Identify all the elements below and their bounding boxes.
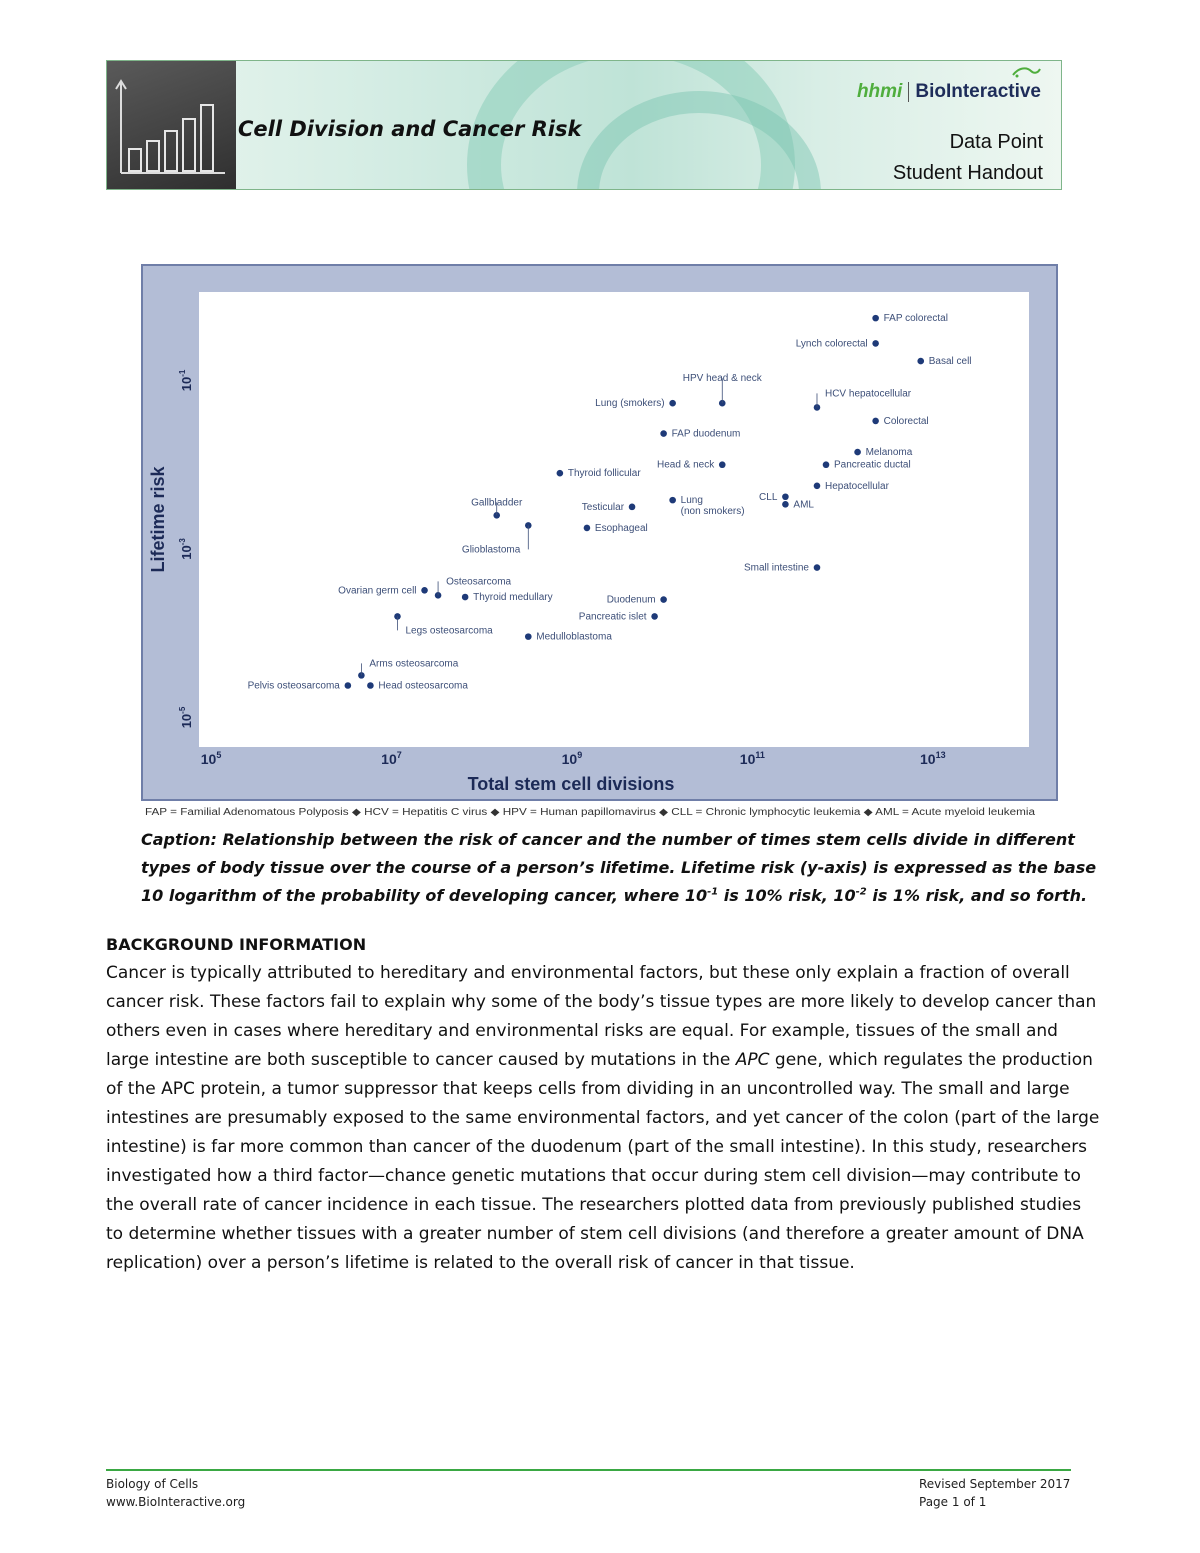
- y-tick-label: $10^{-3}$: [178, 538, 194, 560]
- x-tick-label: $10^9$: [561, 750, 583, 767]
- point-label: Basal cell: [928, 356, 972, 368]
- data-point: [872, 340, 879, 347]
- handout-type-line1: Data Point: [949, 131, 1043, 153]
- point-label: Pelvis osteosarcoma: [247, 680, 340, 692]
- logo-biointeractive-text: BioInteractive: [915, 81, 1041, 102]
- background-paragraph: [106, 959, 1101, 1278]
- plot-area: [199, 292, 1029, 747]
- page-title: Cell Division and Cancer Risk: [238, 117, 582, 141]
- data-point: [367, 682, 374, 689]
- data-point: [660, 430, 667, 437]
- caption-text: Caption: Relationship between the risk of cancer and the number of times stem cells divide in different types of body tissue over the course of a person’s lifetime. Lifetime risk (y-axis) is expressed as the base 10 logarithm of the probability of developing cancer, where 10: [141, 830, 1097, 905]
- handout-type: [893, 127, 1043, 189]
- point-label: Pancreatic islet: [578, 611, 647, 623]
- handout-type-line2: Student Handout: [892, 162, 1043, 184]
- point-label: Osteosarcoma: [446, 576, 512, 588]
- point-label: Hepatocellular: [824, 480, 889, 492]
- footer-website: www.BioInteractive.org: [106, 1495, 246, 1509]
- x-tick-label: $10^7$: [381, 750, 402, 767]
- point-label: Duodenum: [606, 594, 656, 606]
- gene-name: APC: [735, 1050, 770, 1070]
- chart-photo-image: [107, 61, 236, 189]
- point-label: Legs osteosarcoma: [405, 625, 493, 637]
- footer-revision: Revised September 2017: [919, 1477, 1071, 1491]
- caption-exponent: -1: [707, 886, 719, 898]
- footer-rule: [106, 1469, 1071, 1471]
- scatter-chart: [141, 264, 1058, 820]
- data-point: [629, 504, 636, 511]
- point-label: Glioblastoma: [461, 544, 521, 556]
- x-tick-label: $10^{11}$: [739, 750, 765, 767]
- lizard-logo-icon: [1011, 65, 1041, 79]
- data-point: [814, 482, 821, 489]
- header-banner: [106, 60, 1062, 190]
- data-point: [669, 497, 676, 504]
- figure-caption: [141, 826, 1101, 910]
- point-label: FAP duodenum: [671, 428, 741, 440]
- caption-exponent: -2: [855, 886, 867, 898]
- data-point: [719, 461, 726, 468]
- point-label: Lung (smokers): [595, 398, 665, 410]
- data-point: [782, 493, 789, 500]
- point-label: Colorectal: [883, 415, 929, 427]
- section-heading: BACKGROUND INFORMATION: [106, 935, 367, 954]
- data-point: [557, 470, 564, 477]
- data-point: [872, 418, 879, 425]
- point-label: FAP colorectal: [883, 313, 948, 325]
- footer-left: [106, 1475, 245, 1511]
- x-tick-label: $10^{13}$: [919, 750, 946, 767]
- data-point: [421, 587, 428, 594]
- x-axis-title: Total stem cell divisions: [467, 774, 675, 794]
- abbreviation-legend: FAP = Familial Adenomatous Polyposis ◆ HCV = Hepatitis C virus ◆ HPV = Human papillomavirus ◆ CLL = Chronic lymphocytic leukemia ◆ AML = Acute myeloid leukemia: [145, 807, 1036, 818]
- point-label: Pancreatic ductal: [834, 459, 911, 471]
- point-label: CLL: [759, 491, 778, 503]
- data-point: [854, 449, 861, 456]
- caption-text: is 1% risk, and so forth.: [866, 886, 1088, 905]
- data-point: [669, 400, 676, 407]
- logo-hhmi-text: hhmi: [856, 81, 903, 102]
- scatter-chart-figure: [141, 264, 1058, 820]
- point-label: Medulloblastoma: [536, 631, 612, 643]
- point-label: Thyroid medullary: [473, 592, 553, 604]
- data-point: [814, 564, 821, 571]
- paragraph-text: Cancer is typically attributed to hereditary and environmental factors, but these only explain a fraction of overall cancer risk. These factors fail to explain why some of the body’s tissue types are more likely to develop cancer than others even in cases where hereditary and environmental risks are equal. For example, tissues of the small and large intestine are both susceptible to cancer caused by mutations in the: [106, 963, 1097, 1070]
- logo-divider: [908, 82, 909, 102]
- data-point: [651, 613, 658, 620]
- point-label: Small intestine: [743, 562, 809, 574]
- point-label: Esophageal: [594, 522, 648, 534]
- y-tick-label: $10^{-1}$: [178, 369, 194, 392]
- point-label: AML: [793, 499, 814, 511]
- point-label: Lynch colorectal: [795, 338, 868, 350]
- point-label: Melanoma: [865, 447, 913, 459]
- y-axis-title: Lifetime risk: [148, 466, 168, 573]
- point-label: HCV hepatocellular: [824, 388, 912, 400]
- footer-right: [919, 1475, 1070, 1511]
- data-point: [584, 525, 591, 532]
- y-tick-label: $10^{-5}$: [178, 706, 194, 729]
- data-point: [345, 682, 352, 689]
- data-point: [462, 594, 469, 601]
- point-label: Lung (non smokers): [680, 495, 745, 518]
- point-label: Gallbladder: [471, 497, 523, 509]
- point-label: Ovarian germ cell: [338, 585, 417, 597]
- point-label: Arms osteosarcoma: [369, 658, 459, 670]
- point-label: Thyroid follicular: [567, 468, 641, 480]
- hhmi-biointeractive-logo: [857, 81, 1041, 103]
- point-label: HPV head & neck: [682, 373, 762, 385]
- data-point: [782, 501, 789, 508]
- point-label: Head & neck: [656, 459, 715, 471]
- footer-page-number: Page 1 of 1: [919, 1495, 987, 1509]
- paragraph-text: gene, which regulates the production of the APC protein, a tumor suppressor that keeps cells from dividing in an uncontrolled way. The small and large intestines are presumably exposed to the same environmental factors, and yet cancer of the colon (part of the large intestine) is far more common than cancer of the duodenum (part of the small intestine). In this study, researchers investigated how a third factor—chance genetic mutations that occur during stem cell division—may contribute to the overall rate of cancer incidence in each tissue. The researchers plotted data from previously published studies to determine whether tissues with a greater number of stem cell divisions (and therefore a greater amount of DNA replication) over a person’s lifetime is related to the overall risk of cancer in that tissue.: [106, 1050, 1100, 1273]
- data-point: [872, 315, 879, 322]
- x-tick-label: $10^5$: [200, 750, 222, 767]
- caption-text: is 10% risk, 10: [718, 886, 856, 905]
- data-point: [525, 633, 532, 640]
- data-point: [917, 358, 924, 365]
- data-point: [660, 596, 667, 603]
- data-point: [823, 461, 830, 468]
- footer-course: Biology of Cells: [106, 1477, 199, 1491]
- point-label: Testicular: [581, 501, 625, 513]
- point-label: Head osteosarcoma: [378, 680, 468, 692]
